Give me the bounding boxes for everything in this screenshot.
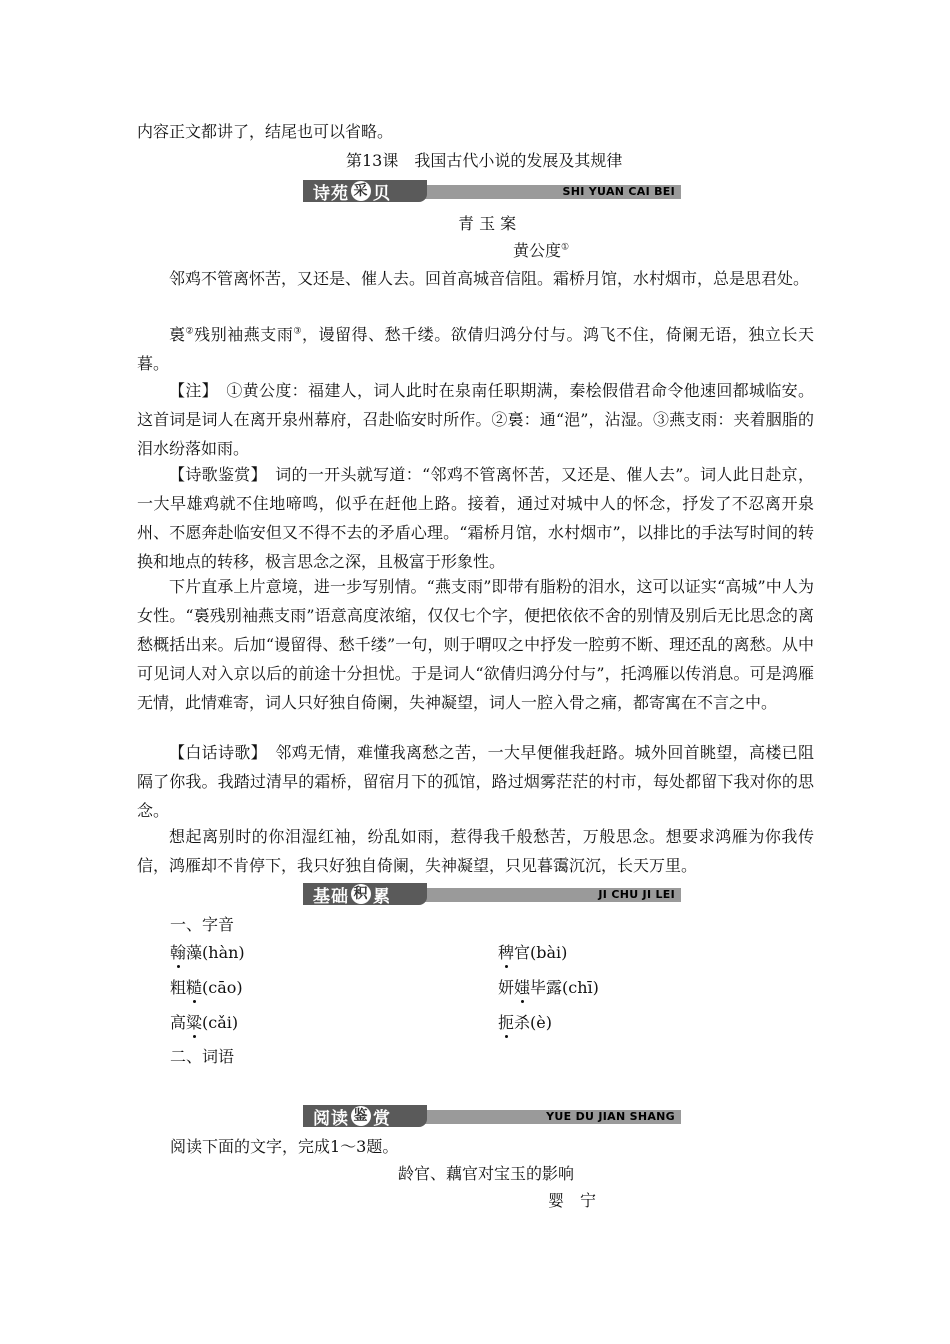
banner-char: 苑	[331, 183, 349, 204]
pinyin-item	[170, 1013, 238, 1033]
banner-english: YUE DU JIAN SHANG	[546, 1110, 675, 1123]
poem-stanza-1: 邻鸡不管离怀苦，又还是、催人去。回首高城音信阻。霜桥月馆，水村烟市，总是思君处。	[169, 269, 810, 288]
appreciation-paragraph-1: 【诗歌鉴赏】 词的一开头就写道：“邻鸡不管离怀苦，又还是、催人去”。词人此日赴京，一大早雄鸡就不住地啼鸣，似乎在赶他上路。接着，通过对城中人的怀念，抒发了不忍离开泉州、不愿奔赴临安但又不得不去的矛盾心理。“霜桥月馆，水村烟市”，以排比的手法写时间的转换和地点的转移，极言思念之深，且极富于形象性。	[137, 465, 814, 571]
section-heading-pronunciation: 一、字音	[170, 915, 235, 934]
banner-char: 诗	[313, 183, 331, 204]
text: ，谩留得、愁千缕。欲倩归鸿分付与。鸿飞不住，倚阑无语，独立长天暮。	[137, 325, 814, 373]
banner-char: 贝	[373, 183, 391, 204]
poem-title: 青 玉 案	[458, 214, 517, 233]
pinyin-text: (bài)	[530, 943, 568, 962]
text: 残别袖燕支雨	[194, 325, 294, 344]
banner-label	[303, 883, 427, 905]
pinyin-text: 杀(è)	[514, 1013, 552, 1032]
pinyin-item	[170, 978, 243, 998]
banner-char: 赏	[373, 1108, 391, 1129]
char: 妍	[498, 978, 515, 997]
section-banner-shi-yuan-cai-bei	[303, 180, 681, 202]
dotted-char: 翰	[170, 943, 187, 962]
banner-english: JI CHU JI LEI	[598, 888, 675, 901]
appreciation-paragraph-2: 下片直承上片意境，进一步写别情。“燕支雨”即带有脂粉的泪水，这可以证实“高城”中人为女性。“裛残别袖燕支雨”语意高度浓缩，仅仅七个字，便把依依不舍的别情及别后无比思念的离愁概括出来。后加“谩留得、愁千缕”一句，则于喟叹之中抒发一腔剪不断、理还乱的离愁。从中可见词人对入京以后的前途十分担忧。于是词人“欲倩归鸿分付与”，托鸿雁以传消息。可是鸿雁无情，此情难寄，词人只好独自倚阑，失神凝望，词人一腔入骨之痛，都寄寓在不言之中。	[137, 577, 814, 712]
poem-author-name: 黄公度	[513, 241, 562, 260]
pinyin-item	[498, 943, 567, 963]
banner-label	[303, 180, 427, 202]
banner-circle-char: 采	[351, 181, 371, 201]
pinyin-text: 藻(hàn)	[186, 943, 245, 962]
footnote-mark: ②	[185, 326, 195, 337]
banner-circle-char: 鉴	[351, 1106, 371, 1126]
poem-stanza-2	[137, 320, 814, 378]
reading-instruction: 阅读下面的文字，完成1～3题。	[170, 1137, 399, 1156]
banner-char: 阅	[313, 1108, 331, 1129]
dotted-char: 粱	[186, 1013, 203, 1032]
intro-line: 内容正文都讲了，结尾也可以省略。	[137, 122, 394, 141]
pinyin-item	[498, 1013, 552, 1033]
poem-author	[513, 241, 569, 261]
banner-english: SHI YUAN CAI BEI	[562, 185, 675, 198]
section-heading-vocabulary: 二、词语	[170, 1047, 235, 1066]
banner-char: 础	[331, 886, 349, 907]
section-banner-yue-du-jian-shang	[303, 1105, 681, 1127]
notes-paragraph: 【注】 ①黄公度：福建人，词人此时在泉南任职期满，秦桧假借君命令他速回都城临安。这首词是词人在离开泉州幕府，召赴临安时所作。②裛：通“浥”，沾湿。③燕支雨：夹着胭脂的泪水纷落如雨。	[137, 381, 814, 458]
banner-char: 累	[373, 886, 391, 907]
footnote-mark: ①	[561, 242, 570, 253]
article-author: 婴 宁	[548, 1191, 597, 1210]
banner-char: 基	[313, 886, 331, 907]
char: 粗	[170, 978, 187, 997]
footnote-mark: ③	[293, 326, 302, 337]
translation-paragraph-1: 【白话诗歌】 邻鸡无情，难懂我离愁之苦，一大早便催我赶路。城外回首眺望，高楼已阻隔了你我。我踏过清早的霜桥，留宿月下的孤馆，路过烟雾茫茫的村市，每处都留下我对你的思念。	[137, 743, 814, 820]
article-title: 龄官、藕官对宝玉的影响	[398, 1164, 575, 1183]
banner-circle-char: 积	[351, 884, 371, 904]
translation-paragraph-2: 想起离别时的你泪湿红袖，纷乱如雨，惹得我千般愁苦，万般思念。想要求鸿雁为你我传信，鸿雁却不肯停下，我只好独自倚阑，失神凝望，只见暮霭沉沉，长天万里。	[137, 827, 814, 875]
pinyin-text: 毕露(chī)	[530, 978, 599, 997]
dotted-char: 媸	[514, 978, 531, 997]
banner-label	[303, 1105, 427, 1127]
pinyin-text: (cāo)	[202, 978, 243, 997]
char: 高	[170, 1013, 187, 1032]
section-banner-ji-chu-ji-lei	[303, 883, 681, 905]
lesson-title: 第13课 我国古代小说的发展及其规律	[346, 151, 623, 170]
banner-char: 读	[331, 1108, 349, 1129]
pinyin-item	[498, 978, 599, 998]
dotted-char: 糙	[186, 978, 203, 997]
char: 官	[514, 943, 531, 962]
pinyin-item	[170, 943, 245, 963]
dotted-char: 稗	[498, 943, 515, 962]
dotted-char: 扼	[498, 1013, 515, 1032]
text: 裛	[169, 325, 186, 344]
pinyin-text: (cǎi)	[202, 1013, 239, 1032]
